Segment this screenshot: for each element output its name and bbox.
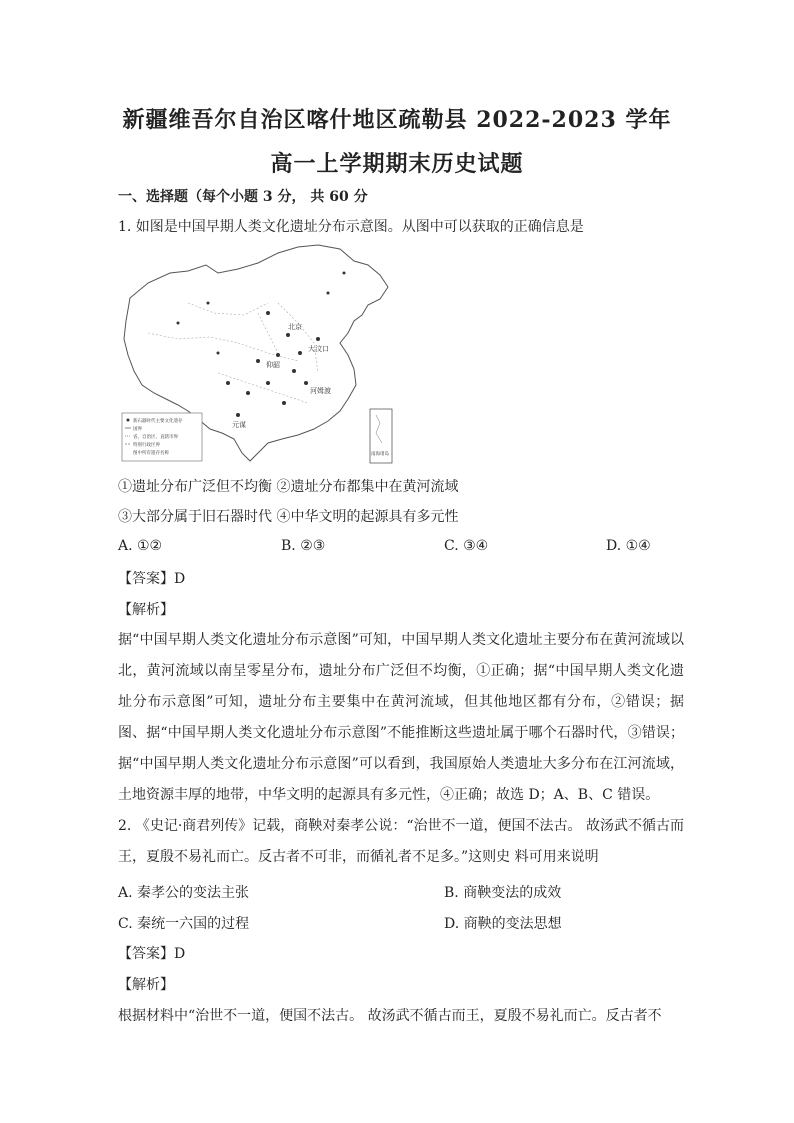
legend-item-province: 省、自治区、直辖市界	[133, 435, 178, 440]
q1-statements-2: ③大部分属于旧石器时代 ④中华文明的起源具有多元性	[118, 509, 459, 525]
q2-option-a[interactable]: A. 秦孝公的变法主张	[118, 885, 250, 901]
q2-stem: 2. 《史记·商君列传》记载，商鞅对秦孝公说：“治世不一道，便国不法古。 故汤武不循古而王，夏殷不易礼而亡。反古者不可非，而循礼者不足多。”这则史 料可用来说明	[118, 818, 684, 865]
q1-option-c[interactable]: C. ③④	[444, 538, 489, 554]
q2-analysis-start: 根据材料中“治世不一道，便国不法古。 故汤武不循古而王，夏殷不易礼而亡。反古者不	[118, 1008, 662, 1024]
doc-title-line2: 高一上学期期末历史试题	[270, 151, 524, 177]
q1-answer: 【答案】D	[118, 571, 186, 587]
q2-analysis-label: 【解析】	[118, 977, 174, 993]
site-label-hemudu: 河姆渡	[310, 387, 331, 395]
q1-analysis-label: 【解析】	[118, 602, 174, 618]
site-label-beijing: 北京	[288, 323, 302, 331]
legend-item-names: 图中所有遗存名称	[133, 451, 169, 456]
site-label-yuanmou: 元谋	[232, 421, 246, 429]
q2-option-c[interactable]: C. 秦统一六国的过程	[118, 916, 250, 932]
q2-option-d[interactable]: D. 商鞅的变法思想	[444, 916, 562, 932]
q1-option-a[interactable]: A. ①②	[118, 538, 163, 554]
q2-option-b[interactable]: B. 商鞅变法的成效	[444, 885, 562, 901]
china-sites-map	[118, 243, 394, 465]
q2-answer: 【答案】D	[118, 946, 186, 962]
site-label-dawenkou: 大汶口	[308, 345, 329, 353]
inset-label: 南海诸岛	[371, 452, 389, 457]
q1-option-d[interactable]: D. ①④	[606, 538, 651, 554]
doc-title-line1: 新疆维吾尔自治区喀什地区疏勒县 2022-2023 学年	[122, 107, 672, 133]
q1-option-b[interactable]: B. ②③	[281, 538, 326, 554]
legend-item-sites: 新石器时代主要文化遗存	[133, 419, 183, 424]
legend-item-border: 国界	[133, 427, 142, 432]
q1-stem: 1. 如图是中国早期人类文化遗址分布示意图。从图中可以获取的正确信息是	[118, 219, 584, 235]
q1-analysis: 据“中国早期人类文化遗址分布示意图”可知，中国早期人类文化遗址主要分布在黄河流域以北，黄河流域以南呈零星分布，遗址分布广泛但不均衡，①正确；据“中国早期人类文化遗址分布示意图”可知，遗址分布主要集中在黄河流域，但其他地区都有分布，②错误；据图、据“中国早期人类文化遗址分布示意图”不能推断这些遗址属于哪个石器时代，③错误；据“中国早期人类文化遗址分布示意图”可以看到，我国原始人类遗址大多分布在江河流域，土地资源丰厚的地带，中华文明的起源具有多元性，④正确；故选 D；A、B、C 错误。	[118, 632, 684, 803]
legend-item-sar: 特别行政区界	[133, 443, 160, 448]
q1-statements-1: ①遗址分布广泛但不均衡 ②遗址分布都集中在黄河流域	[118, 479, 459, 495]
site-label-yangshao: 仰韶	[266, 361, 280, 369]
section-heading: 一、选择题（每个小题 3 分， 共 60 分	[118, 189, 368, 205]
